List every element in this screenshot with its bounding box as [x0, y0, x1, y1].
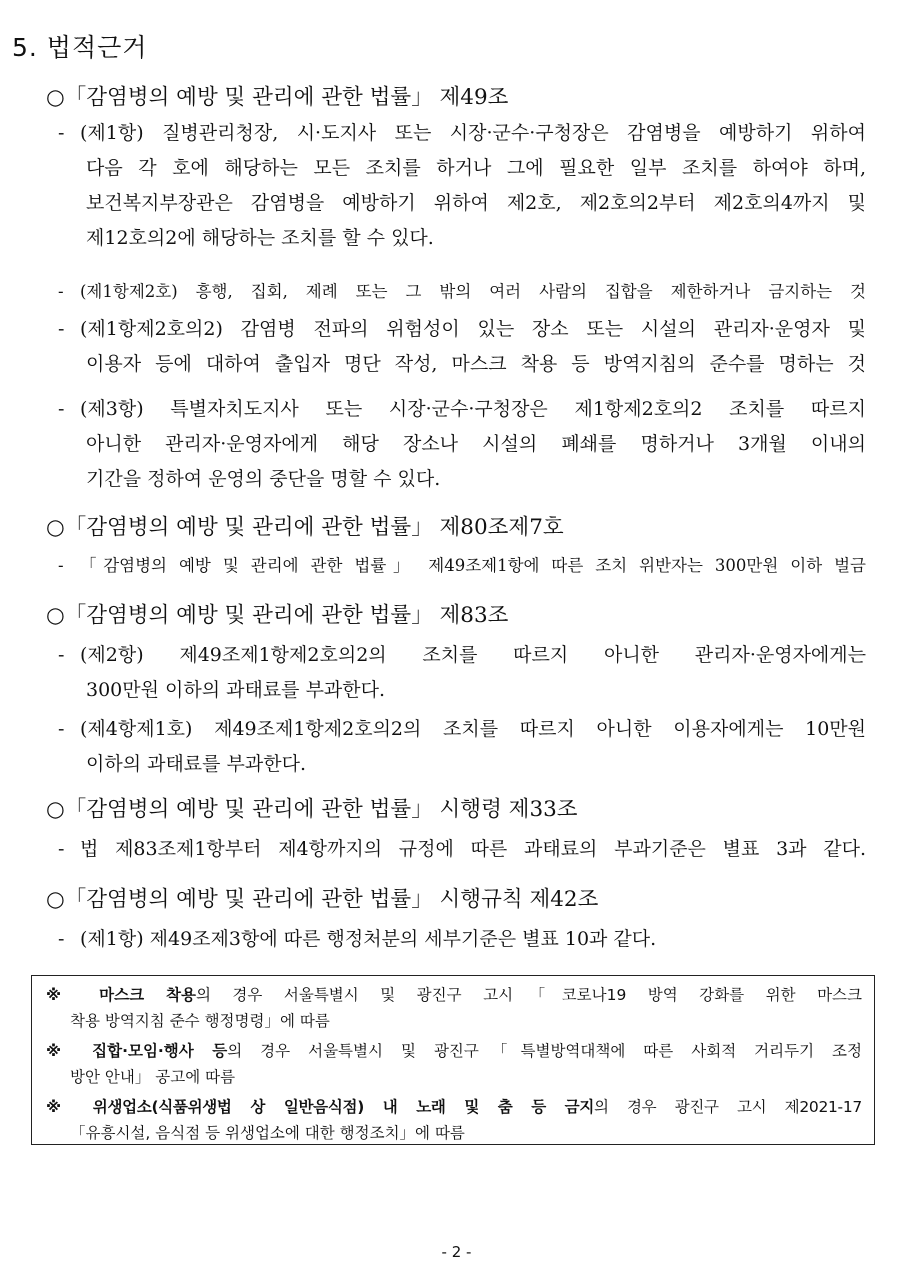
law-heading-article-49: ○「감염병의 예방 및 관리에 관한 법률」 제49조 [46, 85, 509, 110]
clause-item: - (제2항) 제49조제1항제2호의2의 조치를 따르지 아니한 관리자·운영자에게는 300만원 이하의 과태료를 부과한다. [58, 638, 866, 708]
clause-item: - 법 제83조제1항부터 제4항까지의 규정에 따른 과태료의 부과기준은 별표 3과 같다. [58, 832, 866, 867]
clause-line: (제3항) 특별자치도지사 또는 시장·군수·구청장은 제1항제2호의2 조치를 따르지 [80, 398, 866, 420]
clause-line: 법 제83조제1항부터 제4항까지의 규정에 따른 과태료의 부과기준은 별표 3과 같다. [80, 838, 866, 860]
section-title: 5. 법적근거 [12, 33, 148, 62]
clause-line: (제2항) 제49조제1항제2호의2의 조치를 따르지 아니한 관리자·운영자에게는 [80, 644, 866, 666]
law-heading-rule-42: ○「감염병의 예방 및 관리에 관한 법률」 시행규칙 제42조 [46, 887, 599, 912]
clause-line: 이하의 과태료를 부과한다. [86, 753, 307, 775]
clause-line: 300만원 이하의 과태료를 부과한다. [86, 679, 386, 701]
clause-line: (제4항제1호) 제49조제1항제2호의2의 조치를 따르지 아니한 이용자에게는 10만원 [80, 718, 866, 740]
clause-line: (제1항) 제49조제3항에 따른 행정처분의 세부기준은 별표 10과 같다. [80, 928, 657, 950]
clause-line: 「감염병의 예방 및 관리에 관한 법률」 제49조제1항에 따른 조치 위반자는 300만원 이하 벌금 [80, 556, 866, 575]
clause-line: (제1항) 질병관리청장, 시·도지사 또는 시장·군수·구청장은 감염병을 예방하기 위하여 [80, 122, 866, 144]
notes-box [31, 975, 875, 1145]
law-heading-decree-33: ○「감염병의 예방 및 관리에 관한 법률」 시행령 제33조 [46, 797, 578, 822]
clause-line: 이용자 등에 대하여 출입자 명단 작성, 마스크 착용 등 방역지침의 준수를 명하는 것 [86, 353, 866, 375]
clause-line: 아니한 관리자·운영자에게 해당 장소나 시설의 폐쇄를 명하거나 3개월 이내의 [86, 433, 866, 455]
page-number: - 2 - [441, 1243, 472, 1261]
note-hygiene: ※ 위생업소(식품위생법 상 일반음식점) 내 노래 및 춤 등 금지의 경우 광진구 고시 제2021-17 「유흥시설, 음식점 등 위생업소에 대한 행정조치」에 따름 [46, 1098, 862, 1142]
clause-line: (제1항제2호의2) 감염병 전파의 위험성이 있는 장소 또는 시설의 관리자·운영자 및 [80, 318, 866, 340]
note-mask: ※ 마스크 착용의 경우 서울특별시 및 광진구 고시「코로나19 방역 강화를 위한 마스크 착용 방역지침 준수 행정명령」에 따름 [46, 986, 862, 1030]
clause-line: 보건복지부장관은 감염병을 예방하기 위하여 제2호, 제2호의2부터 제2호의4까지 및 [86, 192, 866, 214]
clause-line: 다음 각 호에 해당하는 모든 조치를 하거나 그에 필요한 일부 조치를 하여야 하며, [86, 157, 866, 179]
clause-line: 제12호의2에 해당하는 조치를 할 수 있다. [86, 227, 434, 249]
clause-item: - (제1항) 질병관리청장, 시·도지사 또는 시장·군수·구청장은 감염병을 예방하기 위하여 다음 각 호에 해당하는 모든 조치를 하거나 그에 필요한 일부 조치를 하여야 하며, 보건복지부장관은 감염병을 예방하기 위하여 제2호, 제2호의2부터 제2호의4까지 및 제12호의2에 해당하는 조치를 할 수 있다. [58, 116, 866, 256]
law-heading-article-80: ○「감염병의 예방 및 관리에 관한 법률」 제80조제7호 [46, 515, 564, 540]
clause-item: - (제1항제2호의2) 감염병 전파의 위험성이 있는 장소 또는 시설의 관리자·운영자 및 이용자 등에 대하여 출입자 명단 작성, 마스크 착용 등 방역지침의 준수를 명하는 것 [58, 312, 866, 382]
clause-item: - (제3항) 특별자치도지사 또는 시장·군수·구청장은 제1항제2호의2 조치를 따르지 아니한 관리자·운영자에게 해당 장소나 시설의 폐쇄를 명하거나 3개월 이내의 기간을 정하여 운영의 중단을 명할 수 있다. [58, 392, 866, 497]
clause-item: - (제1항) 제49조제3항에 따른 행정처분의 세부기준은 별표 10과 같다. [58, 922, 866, 957]
clause-item: - 「감염병의 예방 및 관리에 관한 법률」 제49조제1항에 따른 조치 위반자는 300만원 이하 벌금 [58, 548, 866, 583]
clause-item: - (제4항제1호) 제49조제1항제2호의2의 조치를 따르지 아니한 이용자에게는 10만원 이하의 과태료를 부과한다. [58, 712, 866, 782]
clause-line: (제1항제2호) 흥행, 집회, 제례 또는 그 밖의 여러 사람의 집합을 제한하거나 금지하는 것 [80, 282, 866, 301]
clause-item: - (제1항제2호) 흥행, 집회, 제례 또는 그 밖의 여러 사람의 집합을 제한하거나 금지하는 것 [58, 274, 866, 309]
note-gathering: ※ 집합·모임·행사 등의 경우 서울특별시 및 광진구「특별방역대책에 따른 사회적 거리두기 조정 방안 안내」 공고에 따름 [46, 1042, 862, 1086]
clause-line: 기간을 정하여 운영의 중단을 명할 수 있다. [86, 468, 441, 490]
law-heading-article-83: ○「감염병의 예방 및 관리에 관한 법률」 제83조 [46, 603, 509, 628]
